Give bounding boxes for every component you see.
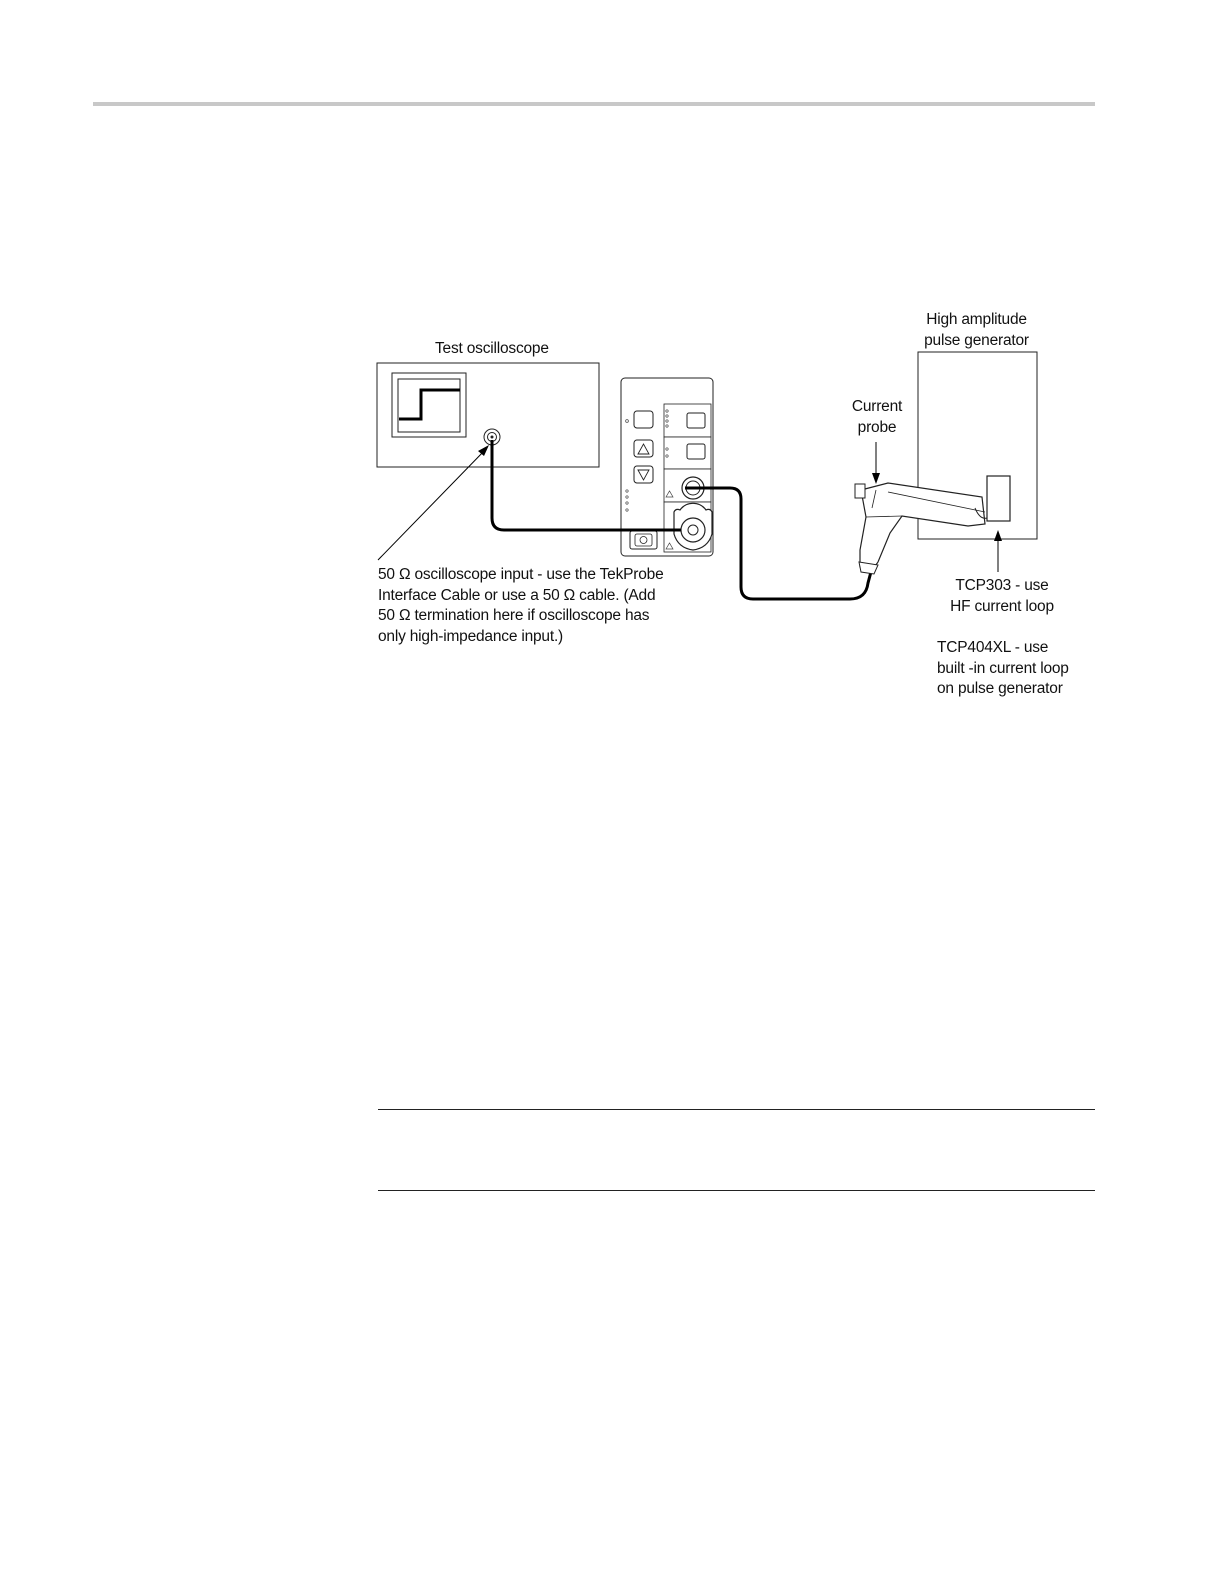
label-line: 50 Ω termination here if oscilloscope has — [378, 607, 650, 624]
oscilloscope-screen — [398, 379, 460, 432]
note-rule-bottom — [378, 1190, 1095, 1191]
label-line: Interface Cable or use a 50 Ω cable. (Add — [378, 586, 656, 604]
label-line: built -in current loop — [937, 659, 1069, 677]
label-current-probe — [845, 397, 909, 438]
label-pulse-generator — [916, 310, 1037, 351]
hf-current-loop — [987, 476, 1010, 521]
label-line: 50 Ω oscilloscope input - use the TekProbe — [378, 566, 664, 583]
label-scope-input-note — [378, 565, 664, 647]
label-line: on pulse generator — [937, 680, 1063, 697]
label-line: TCP404XL - use — [937, 639, 1049, 656]
label-line: TCP303 - use — [955, 577, 1049, 594]
label-line: HF current loop — [950, 597, 1054, 615]
label-line: probe — [857, 418, 897, 436]
note-rule-top — [378, 1109, 1095, 1110]
label-line: Current — [851, 398, 903, 415]
label-line: only high-impedance input.) — [378, 627, 564, 645]
label-line: High amplitude — [926, 311, 1027, 328]
test-oscilloscope — [377, 363, 599, 467]
label-tcp303-note — [942, 576, 1062, 617]
label-line: pulse generator — [924, 331, 1029, 349]
label-tcp404xl-note — [937, 638, 1069, 700]
label-test-oscilloscope: Test oscilloscope — [435, 340, 549, 357]
